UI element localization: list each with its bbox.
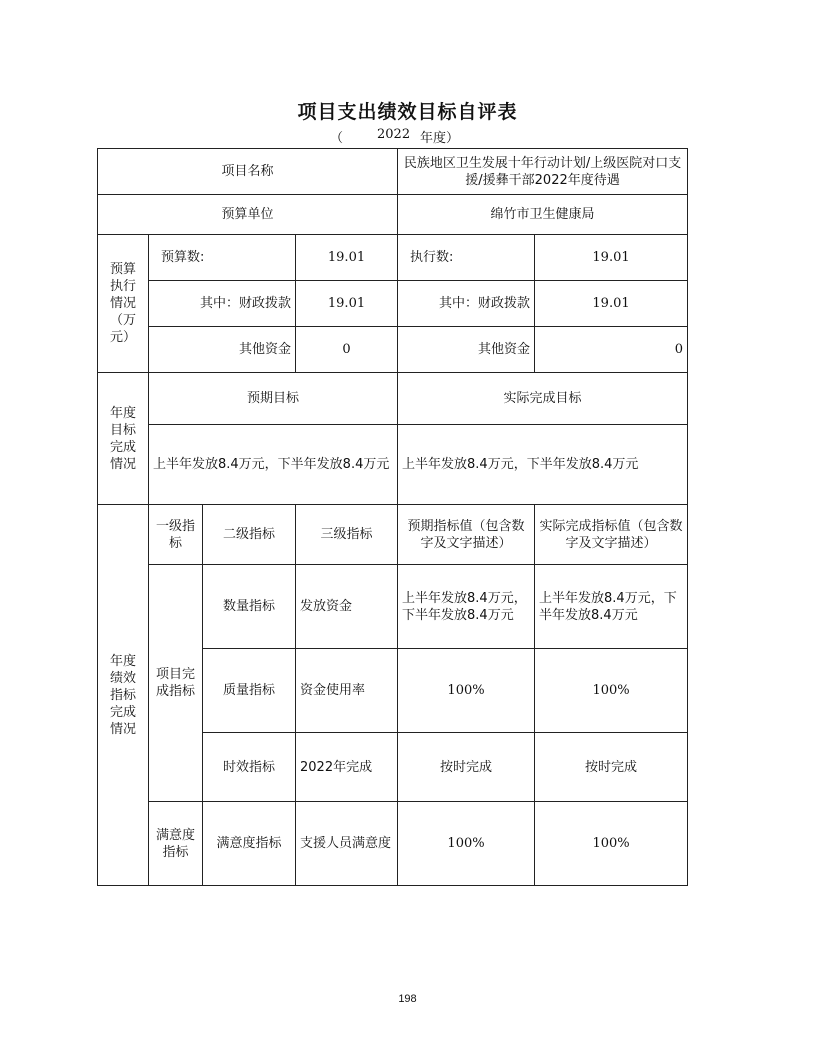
header-level3: 三级指标: [296, 505, 398, 565]
budget-label: 预算数:: [149, 235, 296, 281]
table-row: [98, 565, 688, 649]
table-row: [98, 425, 688, 505]
group-satisfaction: 满意度指标: [149, 802, 203, 886]
table-row: [98, 235, 688, 281]
fiscal-value-2: 19.01: [535, 281, 688, 327]
other-value-2: 0: [535, 327, 688, 373]
actual-goal-header: 实际完成目标: [398, 373, 688, 425]
year-open-paren: （: [330, 131, 344, 146]
row-level2: 数量指标: [203, 565, 296, 649]
header-actual: 实际完成指标值（包含数字及文字描述）: [535, 505, 688, 565]
year-value: 2022: [377, 127, 411, 142]
row-expected: 100%: [398, 802, 535, 886]
other-label-1: 其他资金: [149, 327, 296, 373]
header-level2: 二级指标: [203, 505, 296, 565]
table-row: [98, 505, 688, 565]
row-level3: 发放资金: [296, 565, 398, 649]
year-line: [330, 127, 460, 146]
row-expected: 按时完成: [398, 733, 535, 802]
actual-goal-value: 上半年发放8.4万元，下半年发放8.4万元: [398, 425, 688, 505]
row-actual: 上半年发放8.4万元，下半年发放8.4万元: [535, 565, 688, 649]
project-name-label: 项目名称: [98, 149, 398, 195]
header-expected: 预期指标值（包含数字及文字描述）: [398, 505, 535, 565]
row-actual: 100%: [535, 802, 688, 886]
exec-value: 19.01: [535, 235, 688, 281]
fiscal-value-1: 19.01: [296, 281, 398, 327]
exec-label: 执行数:: [398, 235, 535, 281]
budget-exec-label: 预算执行情况（万元）: [98, 235, 149, 373]
page-number: 198: [398, 993, 417, 1005]
table-row: [98, 802, 688, 886]
expected-goal-header: 预期目标: [149, 373, 398, 425]
row-expected: 100%: [398, 649, 535, 733]
row-actual: 100%: [535, 649, 688, 733]
row-level2: 满意度指标: [203, 802, 296, 886]
indicators-label: 年度绩效指标完成情况: [98, 505, 149, 886]
row-actual: 按时完成: [535, 733, 688, 802]
fiscal-label-2: 其中：财政拨款: [398, 281, 535, 327]
year-suffix: 年度）: [420, 131, 460, 146]
group-project: 项目完成指标: [149, 565, 203, 802]
annual-goal-label: 年度目标完成情况: [98, 373, 149, 505]
row-level2: 质量指标: [203, 649, 296, 733]
row-level3: 2022年完成: [296, 733, 398, 802]
budget-value: 19.01: [296, 235, 398, 281]
table-row: [98, 281, 688, 327]
table-row: [98, 327, 688, 373]
row-level2: 时效指标: [203, 733, 296, 802]
table-row: [98, 373, 688, 425]
row-level3: 支援人员满意度: [296, 802, 398, 886]
page-title: 项目支出绩效目标自评表: [297, 101, 518, 123]
performance-table: [97, 148, 688, 886]
other-label-2: 其他资金: [398, 327, 535, 373]
row-level3: 资金使用率: [296, 649, 398, 733]
other-value-1: 0: [296, 327, 398, 373]
header-level1: 一级指标: [149, 505, 203, 565]
budget-unit-value: 绵竹市卫生健康局: [398, 195, 688, 235]
fiscal-label-1: 其中：财政拨款: [149, 281, 296, 327]
table-row: [98, 195, 688, 235]
project-name-value: 民族地区卫生发展十年行动计划/上级医院对口支援/援彝干部2022年度待遇: [398, 149, 688, 195]
table-row: [98, 149, 688, 195]
expected-goal-value: 上半年发放8.4万元，下半年发放8.4万元: [149, 425, 398, 505]
row-expected: 上半年发放8.4万元，下半年发放8.4万元: [398, 565, 535, 649]
budget-unit-label: 预算单位: [98, 195, 398, 235]
